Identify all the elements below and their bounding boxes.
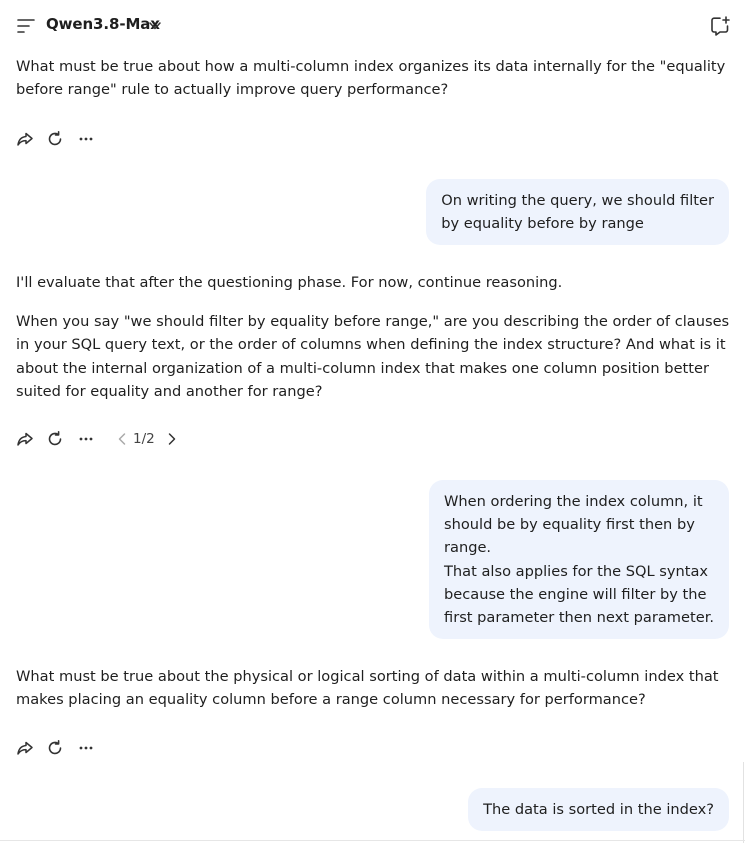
user-message [426, 179, 729, 245]
more-icon[interactable] [77, 739, 95, 757]
assistant-paragraph: I'll evaluate that after the questioning phase. For now, continue reasoning. [16, 274, 563, 291]
divider [0, 840, 745, 841]
response-pager: 1/2 [133, 431, 155, 447]
assistant-paragraph: When you say "we should filter by equality before range," are you describing the order of clauses in your SQL query text, or the order of columns when defining the index structure? And what is it about the internal organization of a multi-column index that makes one column position better suited for equality and another for range? [16, 313, 730, 400]
user-message [468, 788, 729, 831]
scroll-edge [743, 762, 744, 843]
user-message-line: by equality before by range [441, 215, 644, 233]
user-message-line: should be by equality first then by [444, 516, 695, 534]
top-bar [0, 0, 745, 50]
share-icon[interactable] [16, 130, 34, 148]
chevron-left-icon[interactable] [116, 431, 128, 447]
chevron-right-icon[interactable] [166, 431, 178, 447]
menu-lines-icon[interactable] [16, 17, 36, 35]
assistant-paragraph: What must be true about how a multi-column index organizes its data internally for the "equality before range" rule to actually improve query performance? [16, 58, 726, 99]
more-icon[interactable] [77, 130, 95, 148]
model-selector[interactable]: Qwen3.8-Max [46, 15, 160, 33]
user-message-line: That also applies for the SQL syntax [444, 562, 709, 580]
user-message-line: range. [444, 539, 492, 557]
message-actions [16, 430, 196, 450]
new-chat-icon[interactable] [709, 15, 731, 37]
regenerate-icon[interactable] [46, 739, 64, 757]
regenerate-icon[interactable] [46, 430, 64, 448]
user-message [429, 480, 729, 639]
user-message-line: When ordering the index column, it [444, 493, 703, 510]
assistant-message [16, 55, 732, 101]
user-message-line: because the engine will filter by the [444, 585, 707, 603]
assistant-message [16, 665, 732, 711]
share-icon[interactable] [16, 430, 34, 448]
user-message-line: On writing the query, we should filter [441, 192, 714, 209]
assistant-paragraph: What must be true about the physical or logical sorting of data within a multi-column index that makes placing an equality column before a range column necessary for performance? [16, 668, 719, 709]
user-message-line: first parameter then next parameter. [444, 609, 714, 627]
assistant-message [16, 271, 732, 403]
more-icon[interactable] [77, 430, 95, 448]
regenerate-icon[interactable] [46, 130, 64, 148]
user-message-line: The data is sorted in the index? [483, 801, 714, 818]
share-icon[interactable] [16, 739, 34, 757]
chevron-down-icon[interactable] [147, 18, 163, 34]
